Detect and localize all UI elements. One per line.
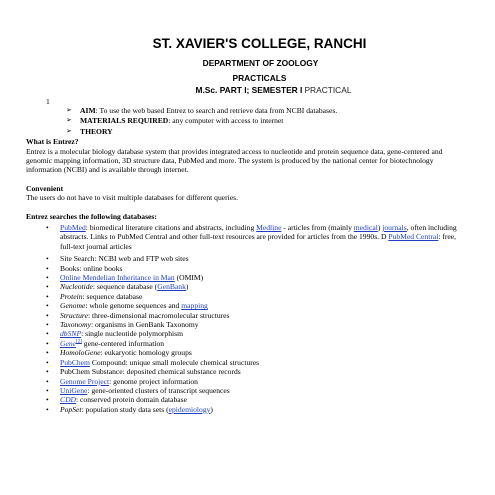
database-description: : three-dimensional macromolecular structures <box>87 310 230 320</box>
database-link[interactable]: dbSNP <box>60 329 82 339</box>
pubmed-item: • PubMed: biomedical literature citations and abstracts, including Medline - articles from (mainly medical) journals, often including abstracts. Links to PubMed Central and other full-text resources are provided for articles from the 1990s. D PubMed Central: free, full-text journal articles <box>46 223 457 251</box>
database-description: Compound: unique small molecule chemical structures <box>89 357 260 367</box>
database-item <box>46 301 465 310</box>
database-name: Protein <box>60 291 83 301</box>
sections-list <box>66 106 465 137</box>
database-link[interactable]: PubChem <box>60 357 90 367</box>
pubmed-text-4: , often including abstracts. Links to PubMed Central and other full-text resources are provided for articles from the 1990s. D <box>60 223 457 242</box>
database-link[interactable]: UniGene <box>60 385 88 395</box>
database-item <box>46 405 465 414</box>
database-description: : sequence database <box>82 291 143 301</box>
database-item <box>46 264 465 273</box>
database-description-end: ) <box>185 282 189 292</box>
database-link[interactable]: Online Mendelian Inheritance in Man <box>60 273 175 283</box>
database-name: Genome <box>60 301 86 311</box>
materials-text: : any computer with access to internet <box>168 116 284 126</box>
database-item <box>46 367 465 376</box>
database-description: : sequence database ( <box>92 282 158 292</box>
database-item <box>46 377 465 386</box>
practical-number: 1 <box>46 97 50 106</box>
database-item <box>46 292 465 301</box>
database-description: : conserved protein domain database <box>76 395 187 405</box>
database-description: : whole genome sequences and <box>85 301 182 311</box>
database-description: (OMIM) <box>174 273 204 283</box>
what-is-heading: What is Entrez? <box>26 137 79 147</box>
course-normal: PRACTICAL <box>304 85 352 95</box>
materials-item <box>66 116 465 126</box>
database-name: Site Search <box>60 254 95 264</box>
aim-label: AIM <box>80 106 96 115</box>
database-link[interactable]: Genome Project <box>60 376 110 386</box>
database-item <box>46 320 465 329</box>
database-description: : gene-oriented clusters of transcript sequences <box>87 385 230 395</box>
aim-text: : To use the web based Entrez to search and retrieve data from NCBI databases. <box>95 106 338 115</box>
database-item <box>46 358 465 367</box>
pubmed-central-link[interactable]: PubMed Central <box>388 232 439 242</box>
theory-item <box>66 127 465 137</box>
database-item <box>46 395 465 404</box>
database-description: : population study data sets ( <box>81 404 169 414</box>
college-title: ST. XAVIER'S COLLEGE, RANCHI <box>152 36 367 51</box>
medical-link[interactable]: medical <box>353 223 378 233</box>
database-name: Nucleotide <box>60 282 93 292</box>
database-name: PopSet <box>60 404 82 414</box>
database-name: Books <box>60 263 80 273</box>
theory-body <box>26 137 465 414</box>
database-item <box>46 273 465 282</box>
database-inline-link[interactable]: mapping <box>181 301 208 311</box>
database-item <box>46 339 465 348</box>
database-name: PubChem Substance <box>60 367 123 377</box>
pubmed-text-1: : biomedical literature citations and abstracts, including <box>85 223 257 233</box>
pubmed-text-5: : free, full-text journal articles <box>60 232 457 251</box>
database-link[interactable]: Gene <box>60 338 77 348</box>
practicals-title: PRACTICALS <box>232 73 287 83</box>
database-item <box>46 254 465 263</box>
pubmed-text-3: ) <box>377 223 383 233</box>
database-name: Structure <box>60 310 88 320</box>
database-description: : deposited chemical substance records <box>122 367 241 377</box>
database-description: : online books <box>79 263 123 273</box>
database-description: : eukaryotic homology groups <box>100 348 192 358</box>
database-name: HomoloGene <box>60 348 101 358</box>
database-link[interactable]: CDD <box>60 395 77 405</box>
pubmed-text-2: - articles from (mainly <box>281 223 354 233</box>
medline-link[interactable]: Medline <box>256 223 282 233</box>
journals-link[interactable]: journals <box>382 223 407 233</box>
database-item <box>46 311 465 320</box>
department-title: DEPARTMENT OF ZOOLOGY <box>202 58 319 68</box>
databases-list <box>46 254 465 414</box>
database-inline-link[interactable]: GenBank <box>157 282 186 292</box>
entrez-paragraph: Entrez is a molecular biology database system that provides integrated access to nucleotide and protein sequence data, gene-centered and genomic mapping information, 3D structure data, PubMed and more. The system is produced by the national center for biotechnology information (NCBI) and is available through internet. <box>26 146 443 175</box>
convenient-text: The users do not have to visit multiple databases for different queries. <box>26 193 239 203</box>
aim-item <box>66 106 465 116</box>
database-item <box>46 386 465 395</box>
databases-heading: Entrez searches the following databases: <box>26 211 157 221</box>
database-description-end: ) <box>210 404 213 414</box>
course-bold: M.Sc. PART I; SEMESTER I <box>195 85 303 95</box>
database-description: : single nucleotide polymorphism <box>81 329 183 339</box>
theory-label: THEORY <box>80 126 113 136</box>
database-description: : organisms in GenBank Taxonomy <box>90 320 199 330</box>
database-item <box>46 329 465 338</box>
pubmed-link[interactable]: PubMed <box>60 223 86 233</box>
course-title <box>82 85 465 96</box>
database-inline-link[interactable]: epidemiology <box>168 404 211 414</box>
convenient-heading: Convenient <box>26 183 64 193</box>
database-name: Taxonomy <box>60 320 91 330</box>
materials-label: MATERIALS REQUIRED <box>80 116 169 126</box>
database-description: gene-centered information <box>81 338 165 348</box>
database-description: : genome project information <box>109 376 198 386</box>
database-item <box>46 348 465 357</box>
citation-sup[interactable]: [2] <box>76 339 82 345</box>
database-item <box>46 282 465 291</box>
database-description: : NCBI web and FTP web sites <box>94 254 189 264</box>
